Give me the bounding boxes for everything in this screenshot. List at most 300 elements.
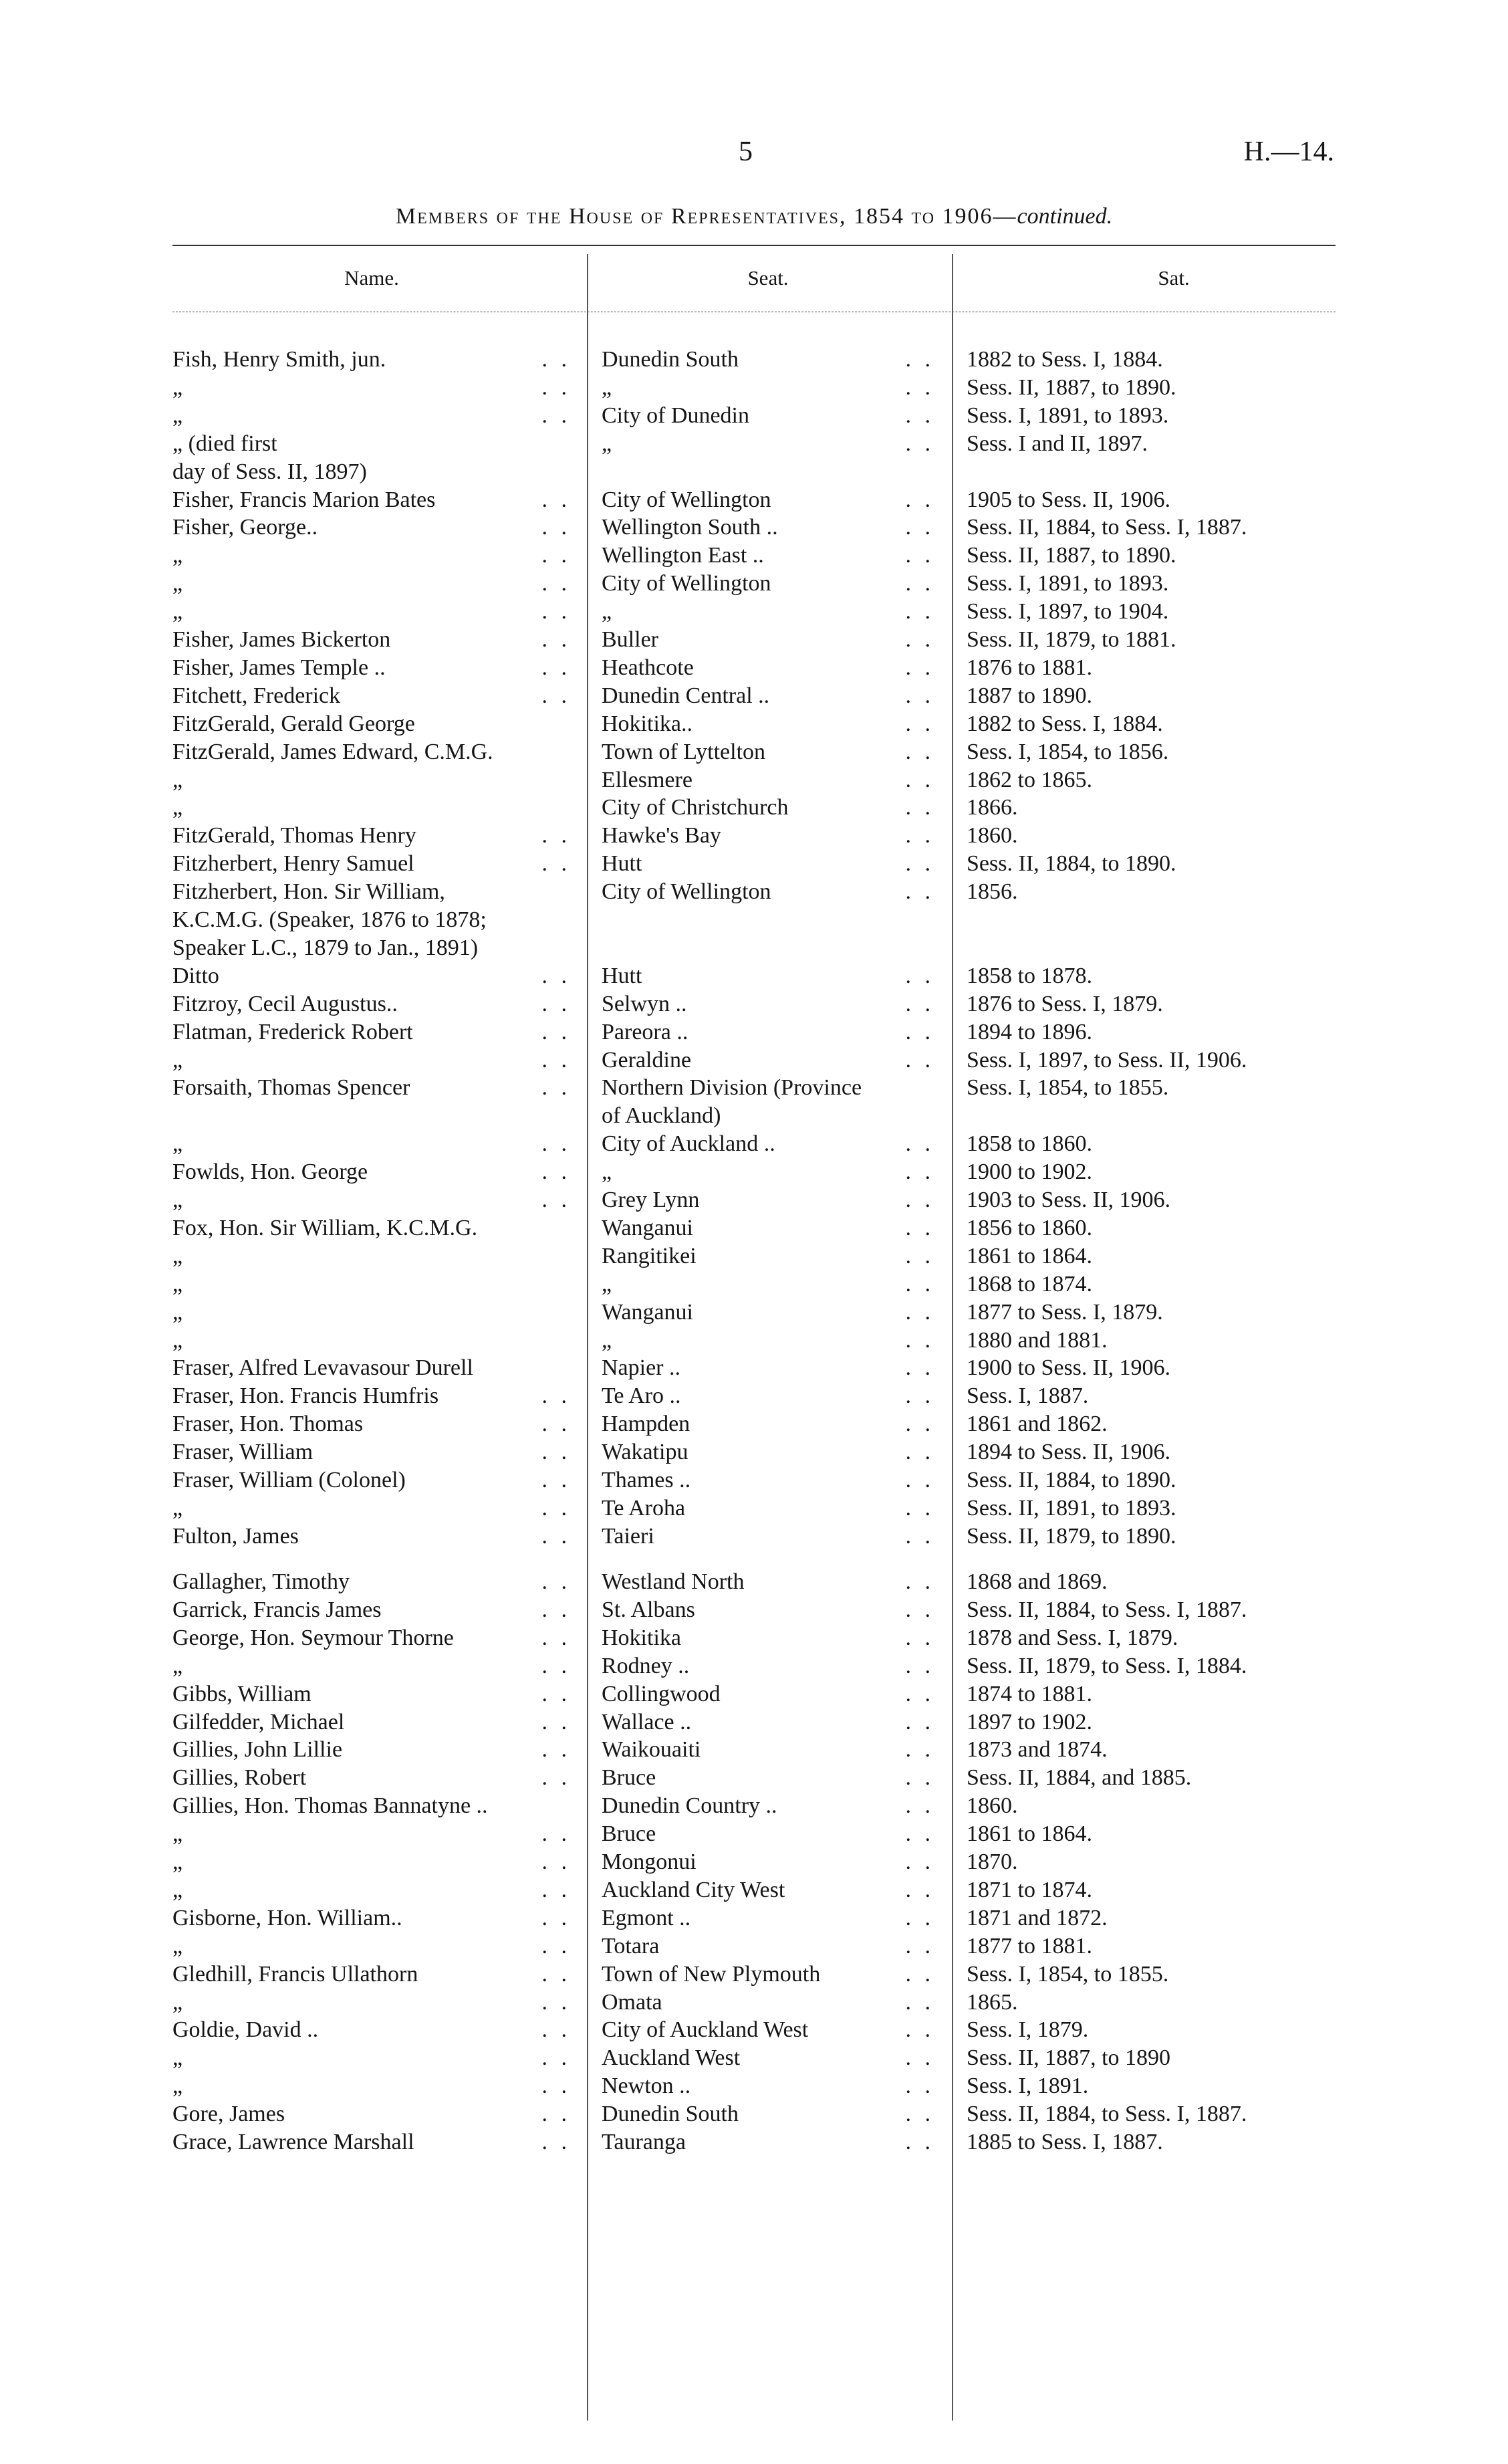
member-name-text: Fraser, Hon. Thomas: [172, 1412, 364, 1437]
leader-dots: . .: [905, 1271, 934, 1297]
sat-period: Sess. II, 1887, to 1890.: [967, 374, 1176, 400]
leader-dots: . .: [905, 963, 934, 988]
member-name-text: Fitzherbert, Henry Samuel: [172, 851, 414, 877]
leader-dots: . .: [905, 795, 934, 820]
member-name-text: FitzGerald, Thomas Henry: [172, 823, 416, 849]
leader-dots: . .: [541, 1709, 571, 1734]
member-name-text: „: [172, 2074, 183, 2099]
sat-period: Sess. I, 1879.: [967, 2017, 1089, 2043]
leader-dots: . .: [905, 1495, 934, 1521]
leader-dots: . .: [541, 347, 571, 372]
member-name-text: Gillies, Hon. Thomas Bannatyne ..: [172, 1793, 488, 1819]
table-row: [0, 514, 1508, 542]
leader-dots: . .: [541, 1653, 571, 1678]
member-name-text: Gillies, John Lillie: [172, 1737, 343, 1763]
leader-dots: . .: [905, 1327, 934, 1353]
sat-period: Sess. I, 1854, to 1856.: [967, 739, 1169, 764]
leader-dots: . .: [905, 851, 934, 877]
sat-period: 1877 to Sess. I, 1879.: [967, 1299, 1163, 1325]
sat-period: 1900 to 1902.: [967, 1159, 1092, 1185]
sat-period: Sess. II, 1879, to Sess. I, 1884.: [967, 1653, 1247, 1678]
leader-dots: . .: [905, 1019, 934, 1044]
seat-text: Grey Lynn: [602, 1188, 700, 1212]
sat-period: Sess. I, 1887.: [967, 1383, 1089, 1409]
leader-dots: . .: [541, 543, 571, 568]
seat-text: Hutt: [602, 851, 642, 877]
seat-text: Dunedin South: [602, 347, 739, 372]
leader-dots: . .: [905, 1709, 934, 1734]
seat-text: City of Dunedin: [602, 403, 749, 428]
member-name-text: „: [172, 1821, 183, 1847]
table-row: [0, 1680, 1508, 1708]
leader-dots: . .: [905, 2017, 934, 2043]
sat-period: 1905 to Sess. II, 1906.: [967, 487, 1171, 512]
sat-period: 1868 to 1874.: [967, 1271, 1092, 1297]
table-row: [0, 1242, 1508, 1270]
leader-dots: . .: [905, 1188, 934, 1212]
table-row: [0, 1932, 1508, 1961]
sat-period: Sess. II, 1887, to 1890: [967, 2045, 1171, 2071]
member-name-text: „: [172, 403, 183, 428]
leader-dots: . .: [905, 1523, 934, 1549]
leader-dots: . .: [905, 1047, 934, 1073]
seat-text: Wanganui: [602, 1299, 693, 1325]
table-row: [0, 878, 1508, 962]
member-name-text: Fraser, Hon. Francis Humfris: [172, 1383, 439, 1409]
sat-period: Sess. II, 1879, to 1890.: [967, 1523, 1176, 1549]
leader-dots: . .: [541, 1597, 571, 1622]
table-row: [0, 990, 1508, 1018]
leader-dots: . .: [541, 599, 571, 625]
member-name-text: „: [172, 1989, 183, 2015]
leader-dots: . .: [905, 1131, 934, 1157]
leader-dots: . .: [905, 1905, 934, 1930]
member-name-text: Fisher, Francis Marion Bates: [172, 487, 436, 512]
table-row: [0, 346, 1508, 374]
leader-dots: . .: [905, 1243, 934, 1268]
leader-dots: . .: [905, 1653, 934, 1678]
member-name-text: Fraser, William: [172, 1440, 313, 1465]
sat-period: Sess. I, 1854, to 1855.: [967, 1961, 1169, 1987]
member-name-text: Fowlds, Hon. George: [172, 1159, 368, 1185]
leader-dots: . .: [905, 1737, 934, 1763]
seat-text: Northern Division (Province of Auckland): [602, 1075, 862, 1129]
leader-dots: . .: [541, 403, 571, 428]
leader-dots: . .: [905, 1412, 934, 1437]
member-name-text: „: [172, 795, 183, 820]
seat-text: Tauranga: [602, 2130, 686, 2154]
member-name-text: „: [172, 1243, 183, 1268]
sat-period: 1887 to 1890.: [967, 683, 1092, 708]
sat-period: Sess. II, 1884, to 1890.: [967, 851, 1176, 877]
table-row: [0, 542, 1508, 570]
sat-period: 1894 to 1896.: [967, 1019, 1092, 1044]
title-continued: continued.: [1017, 204, 1113, 229]
sat-period: 1871 and 1872.: [967, 1905, 1108, 1930]
table-row: [0, 710, 1508, 738]
table-row: [0, 626, 1508, 654]
member-name-text: „: [172, 1188, 183, 1212]
leader-dots: . .: [541, 1737, 571, 1763]
sat-period: 1858 to 1860.: [967, 1131, 1092, 1157]
table-row: [0, 598, 1508, 626]
seat-text: Rodney ..: [602, 1653, 690, 1678]
column-header-seat: Seat.: [747, 266, 789, 290]
document-reference: H.—14.: [1243, 136, 1334, 167]
column-header-sat: Sat.: [1158, 266, 1190, 290]
table-row: [0, 1961, 1508, 1989]
seat-text: Ellesmere: [602, 767, 693, 792]
leader-dots: . .: [905, 1933, 934, 1958]
seat-text: Newton ..: [602, 2074, 691, 2099]
leader-dots: . .: [541, 1933, 571, 1958]
table-row: [0, 1764, 1508, 1792]
sat-period: Sess. I, 1897, to Sess. II, 1906.: [967, 1047, 1247, 1073]
member-name-text: Grace, Lawrence Marshall: [172, 2130, 414, 2154]
sat-period: 1882 to Sess. I, 1884.: [967, 711, 1163, 736]
table-row: [0, 1130, 1508, 1158]
seat-text: Te Aro ..: [602, 1383, 681, 1409]
leader-dots: . .: [905, 711, 934, 736]
member-name-text: Goldie, David ..: [172, 2017, 319, 2043]
leader-dots: . .: [541, 991, 571, 1016]
seat-text: Rangitikei: [602, 1243, 697, 1268]
seat-text: Town of Lyttelton: [602, 739, 766, 764]
seat-text: Hawke's Bay: [602, 823, 721, 849]
sat-period: 1880 and 1881.: [967, 1327, 1108, 1353]
table-row: [0, 430, 1508, 486]
leader-dots: . .: [541, 1961, 571, 1987]
table-row: [0, 1046, 1508, 1075]
table-row: [0, 2072, 1508, 2100]
leader-dots: . .: [905, 1765, 934, 1791]
table-row: [0, 794, 1508, 822]
table-row: [0, 570, 1508, 598]
member-name-text: Fitchett, Frederick: [172, 683, 341, 708]
member-name-text: Fitzherbert, Hon. Sir William, K.C.M.G. (Speaker, 1876 to 1878; Speaker L.C., 1879 to Jan., 1891): [172, 879, 487, 960]
table-row: [0, 962, 1508, 990]
table-row: [0, 1596, 1508, 1624]
leader-dots: . .: [541, 655, 571, 680]
table-row: [0, 1466, 1508, 1494]
table-row: [0, 2044, 1508, 2072]
page-number: 5: [739, 136, 753, 167]
seat-text: City of Auckland West: [602, 2017, 809, 2043]
title-main: Members of the House of Representatives, 1854 to 1906—: [395, 204, 1017, 229]
member-name-text: Fox, Hon. Sir William, K.C.M.G.: [172, 1215, 478, 1240]
leader-dots: . .: [541, 1047, 571, 1073]
sat-period: Sess. II, 1884, to 1890.: [967, 1468, 1176, 1492]
leader-dots: . .: [905, 2102, 934, 2127]
leader-dots: . .: [905, 991, 934, 1016]
leader-dots: . .: [541, 1188, 571, 1212]
sat-period: Sess. II, 1884, and 1885.: [967, 1765, 1192, 1791]
member-name-text: FitzGerald, Gerald George: [172, 711, 415, 736]
seat-text: Auckland City West: [602, 1877, 785, 1902]
seat-text: Buller: [602, 627, 658, 652]
sat-period: 1862 to 1865.: [967, 767, 1092, 792]
table-row: [0, 682, 1508, 710]
table-row: [0, 1299, 1508, 1327]
member-name-text: Gore, James: [172, 2102, 285, 2127]
member-name-text: „: [172, 767, 183, 792]
seat-text: „: [602, 1271, 612, 1297]
table-row: [0, 1876, 1508, 1904]
leader-dots: . .: [905, 1625, 934, 1650]
sat-period: 1878 and Sess. I, 1879.: [967, 1625, 1178, 1650]
member-name-text: Fisher, James Temple ..: [172, 655, 386, 680]
seat-text: Westland North: [602, 1569, 745, 1594]
leader-dots: . .: [541, 1821, 571, 1847]
leader-dots: . .: [541, 823, 571, 849]
member-name-text: George, Hon. Seymour Thorne: [172, 1625, 454, 1650]
seat-text: Wellington East ..: [602, 543, 764, 568]
member-name-text: Fraser, William (Colonel): [172, 1468, 406, 1492]
sat-period: 1858 to 1878.: [967, 963, 1092, 988]
leader-dots: . .: [541, 487, 571, 512]
leader-dots: . .: [541, 2074, 571, 2099]
sat-period: 1876 to 1881.: [967, 655, 1092, 680]
leader-dots: . .: [905, 515, 934, 540]
leader-dots: . .: [541, 1019, 571, 1044]
seat-text: Thames ..: [602, 1468, 691, 1492]
leader-dots: . .: [905, 347, 934, 372]
table-row: [0, 2128, 1508, 2156]
seat-text: „: [602, 1159, 612, 1185]
table-row: [0, 654, 1508, 682]
sat-period: Sess. I, 1854, to 1855.: [967, 1075, 1169, 1101]
leader-dots: . .: [905, 1215, 934, 1240]
leader-dots: . .: [905, 627, 934, 652]
table-row: [0, 1382, 1508, 1410]
table-row: [0, 1523, 1508, 1551]
sat-period: 1894 to Sess. II, 1906.: [967, 1440, 1171, 1465]
seat-text: Mongonui: [602, 1850, 697, 1874]
seat-text: Hutt: [602, 963, 642, 988]
leader-dots: . .: [541, 1681, 571, 1706]
leader-dots: . .: [905, 1989, 934, 2015]
leader-dots: . .: [905, 1299, 934, 1325]
leader-dots: . .: [541, 683, 571, 708]
sat-period: 1885 to Sess. I, 1887.: [967, 2130, 1163, 2154]
seat-text: Dunedin Central ..: [602, 683, 770, 708]
sat-period: 1868 and 1869.: [967, 1569, 1108, 1594]
seat-text: „: [602, 374, 612, 400]
leader-dots: . .: [905, 374, 934, 400]
sat-period: Sess. I and II, 1897.: [967, 431, 1148, 456]
leader-dots: . .: [541, 1468, 571, 1492]
seat-text: Town of New Plymouth: [602, 1961, 821, 1987]
leader-dots: . .: [905, 1850, 934, 1874]
seat-text: Hampden: [602, 1412, 690, 1437]
seat-text: City of Wellington: [602, 487, 771, 512]
leader-dots: . .: [541, 1850, 571, 1874]
seat-text: Wakatipu: [602, 1440, 688, 1465]
table-row: [0, 1074, 1508, 1130]
seat-text: City of Christchurch: [602, 795, 789, 820]
leader-dots: . .: [541, 1523, 571, 1549]
leader-dots: . .: [541, 571, 571, 596]
leader-dots: . .: [541, 1905, 571, 1930]
leader-dots: . .: [905, 2074, 934, 2099]
leader-dots: . .: [905, 1877, 934, 1902]
leader-dots: . .: [905, 1681, 934, 1706]
leader-dots: . .: [541, 1625, 571, 1650]
leader-dots: . .: [905, 1440, 934, 1465]
leader-dots: . .: [541, 374, 571, 400]
leader-dots: . .: [905, 1793, 934, 1819]
sat-period: Sess. I, 1891, to 1893.: [967, 571, 1169, 596]
member-name-text: Fisher, James Bickerton: [172, 627, 391, 652]
sat-period: 1860.: [967, 823, 1018, 849]
leader-dots: . .: [541, 2017, 571, 2043]
member-name-text: „: [172, 1271, 183, 1297]
leader-dots: . .: [905, 1569, 934, 1594]
sat-period: 1856.: [967, 879, 1018, 905]
seat-text: City of Auckland ..: [602, 1131, 775, 1157]
leader-dots: . .: [905, 487, 934, 512]
sat-period: 1865.: [967, 1989, 1018, 2015]
seat-text: Geraldine: [602, 1047, 692, 1073]
seat-text: Omata: [602, 1989, 662, 2015]
table-row: [0, 1904, 1508, 1932]
sat-period: Sess. II, 1884, to Sess. I, 1887.: [967, 2102, 1247, 2127]
seat-text: City of Wellington: [602, 571, 771, 596]
leader-dots: . .: [905, 1961, 934, 1987]
leader-dots: . .: [905, 2130, 934, 2154]
member-name-text: „: [172, 374, 183, 400]
leader-dots: . .: [541, 1877, 571, 1902]
member-name-text: Garrick, Francis James: [172, 1597, 382, 1622]
leader-dots: . .: [905, 1597, 934, 1622]
leader-dots: . .: [541, 2045, 571, 2071]
seat-text: Hokitika: [602, 1625, 681, 1650]
member-name-text: Fulton, James: [172, 1523, 299, 1549]
member-name-text: „: [172, 599, 183, 625]
member-name-text: Fisher, George..: [172, 515, 318, 540]
leader-dots: . .: [905, 1383, 934, 1409]
member-name-text: Gisborne, Hon. William..: [172, 1905, 402, 1930]
leader-dots: . .: [541, 1075, 571, 1101]
member-name-text: Gledhill, Francis Ullathorn: [172, 1961, 418, 1987]
table-row: [0, 1568, 1508, 1596]
table-row: [0, 1018, 1508, 1046]
leader-dots: . .: [541, 515, 571, 540]
member-name-text: „: [172, 1047, 183, 1073]
leader-dots: . .: [541, 963, 571, 988]
member-name-text: „: [172, 1850, 183, 1874]
member-name-text: Flatman, Frederick Robert: [172, 1019, 413, 1044]
seat-text: Dunedin South: [602, 2102, 739, 2127]
member-name-text: „: [172, 1933, 183, 1958]
seat-text: „: [602, 599, 612, 625]
table-row: [0, 402, 1508, 430]
leader-dots: . .: [905, 599, 934, 625]
seat-text: Bruce: [602, 1765, 656, 1791]
column-header-name: Name.: [344, 266, 399, 290]
table-row: [0, 1327, 1508, 1355]
member-name-text: Gillies, Robert: [172, 1765, 307, 1791]
sat-period: 1874 to 1881.: [967, 1681, 1092, 1706]
seat-text: St. Albans: [602, 1597, 695, 1622]
member-name-text: „ (died first day of Sess. II, 1897): [172, 431, 367, 484]
leader-dots: . .: [905, 739, 934, 764]
member-name-text: Gallagher, Timothy: [172, 1569, 350, 1594]
sat-period: Sess. I, 1891.: [967, 2074, 1089, 2099]
member-name-text: „: [172, 2045, 183, 2071]
table-row: [0, 1848, 1508, 1876]
sat-period: 1876 to Sess. I, 1879.: [967, 991, 1163, 1016]
sat-period: Sess. II, 1887, to 1890.: [967, 543, 1176, 568]
sat-period: 1860.: [967, 1793, 1018, 1819]
member-name-text: Ditto: [172, 963, 219, 988]
sat-period: 1870.: [967, 1850, 1018, 1874]
member-name-text: Forsaith, Thomas Spencer: [172, 1075, 410, 1101]
leader-dots: . .: [541, 1159, 571, 1185]
seat-text: Bruce: [602, 1821, 656, 1847]
seat-text: Dunedin Country ..: [602, 1793, 777, 1819]
leader-dots: . .: [541, 2130, 571, 2154]
leader-dots: . .: [905, 1159, 934, 1185]
leader-dots: . .: [905, 655, 934, 680]
leader-dots: . .: [541, 1440, 571, 1465]
sat-period: Sess. I, 1897, to 1904.: [967, 599, 1169, 625]
member-name-text: „: [172, 571, 183, 596]
leader-dots: . .: [905, 1821, 934, 1847]
member-name-text: „: [172, 1653, 183, 1678]
seat-text: Selwyn ..: [602, 991, 687, 1016]
sat-period: 1882 to Sess. I, 1884.: [967, 347, 1163, 372]
seat-text: „: [602, 1327, 612, 1353]
leader-dots: . .: [541, 2102, 571, 2127]
table-row: [0, 738, 1508, 766]
seat-text: „: [602, 431, 612, 456]
table-row: [0, 1410, 1508, 1438]
leader-dots: . .: [905, 431, 934, 456]
seat-text: Waikouaiti: [602, 1737, 701, 1763]
leader-dots: . .: [541, 1383, 571, 1409]
leader-dots: . .: [905, 683, 934, 708]
member-name-text: „: [172, 1495, 183, 1521]
member-name-text: Gilfedder, Michael: [172, 1709, 345, 1734]
table-row: [0, 1989, 1508, 2017]
sat-period: 1861 to 1864.: [967, 1243, 1092, 1268]
leader-dots: . .: [541, 1495, 571, 1521]
table-row: [0, 1214, 1508, 1242]
sat-period: 1873 and 1874.: [967, 1737, 1108, 1763]
sat-period: 1903 to Sess. II, 1906.: [967, 1188, 1171, 1212]
seat-text: Wellington South ..: [602, 515, 778, 540]
member-name-text: Fish, Henry Smith, jun.: [172, 347, 386, 372]
table-row: [0, 486, 1508, 514]
table-row: [0, 850, 1508, 878]
table-row: [0, 1820, 1508, 1848]
table-row: [0, 1708, 1508, 1737]
table-row: [0, 1792, 1508, 1820]
sat-period: 1856 to 1860.: [967, 1215, 1092, 1240]
sat-period: Sess. II, 1884, to Sess. I, 1887.: [967, 515, 1247, 540]
seat-text: Napier ..: [602, 1355, 681, 1381]
member-name-text: „: [172, 1131, 183, 1157]
sat-period: 1871 to 1874.: [967, 1877, 1092, 1902]
member-name-text: Gibbs, William: [172, 1681, 311, 1706]
leader-dots: . .: [905, 1355, 934, 1381]
member-name-text: „: [172, 543, 183, 568]
leader-dots: . .: [541, 1765, 571, 1791]
sat-period: Sess. II, 1879, to 1881.: [967, 627, 1176, 652]
seat-text: Heathcote: [602, 655, 694, 680]
leader-dots: . .: [905, 403, 934, 428]
